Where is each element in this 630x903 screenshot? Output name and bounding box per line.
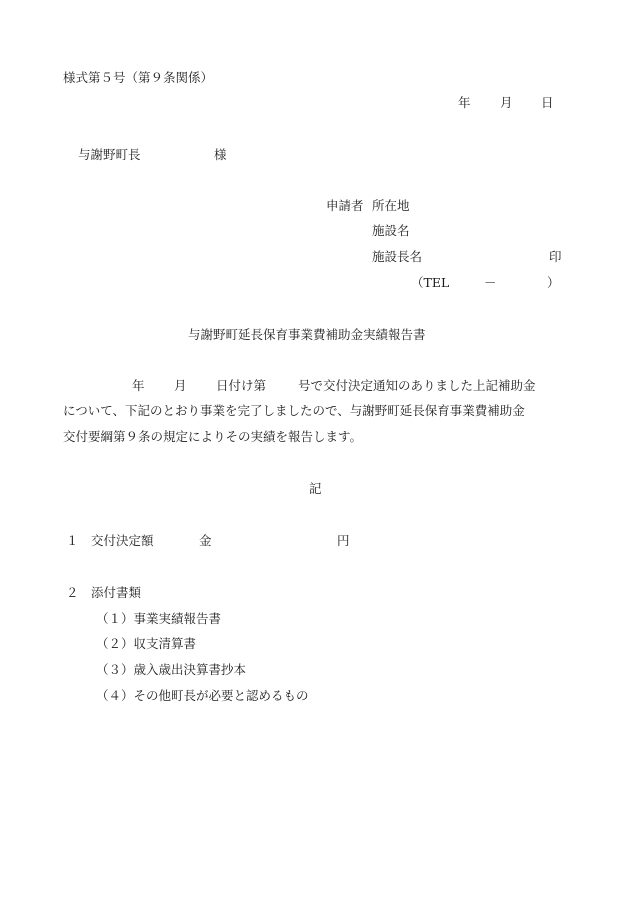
body-year: 年	[132, 378, 145, 393]
attachment-item: （３）歳入歳出決算書抄本	[96, 662, 247, 677]
ki-heading: 記	[309, 481, 322, 496]
form-label: 様式第５号（第９条関係）	[63, 70, 214, 85]
body-month: 月	[174, 378, 187, 393]
tel-close: ）	[547, 275, 560, 290]
date-month: 月	[500, 95, 513, 110]
recipient-name: 与謝野町長	[78, 147, 141, 162]
body-line1-rest: 号で交付決定通知のありました上記補助金	[298, 378, 536, 393]
seal-mark: 印	[549, 249, 562, 264]
director-label: 施設長名	[372, 249, 423, 264]
attachment-item: （４）その他町長が必要と認めるもの	[96, 688, 309, 703]
facility-label: 施設名	[372, 223, 410, 238]
address-label: 所在地	[372, 198, 410, 213]
date-day: 日	[541, 95, 554, 110]
body-line3: 交付要綱第９条の規定によりその実績を報告します。	[63, 429, 363, 444]
item1-kin: 金	[199, 533, 212, 548]
body-line2: について、下記のとおり事業を完了しましたので、与謝野町延長保育事業費補助金	[63, 403, 525, 418]
item1-yen: 円	[337, 533, 350, 548]
item2-label: 添付書類	[91, 585, 142, 600]
item1-number: １	[66, 533, 79, 548]
item2-number: ２	[66, 585, 79, 600]
document-title: 与謝野町延長保育事業費補助金実績報告書	[188, 327, 426, 342]
item1-label: 交付決定額	[91, 533, 154, 548]
date-year: 年	[458, 95, 471, 110]
tel-open: （TEL	[411, 275, 450, 290]
attachment-item: （１）事業実績報告書	[96, 611, 222, 626]
attachment-item: （２）収支清算書	[96, 636, 197, 651]
applicant-label: 申請者	[326, 198, 364, 213]
recipient-honorific: 様	[214, 147, 227, 162]
body-date: 日付け第	[216, 378, 267, 393]
tel-dash: －	[484, 275, 497, 290]
